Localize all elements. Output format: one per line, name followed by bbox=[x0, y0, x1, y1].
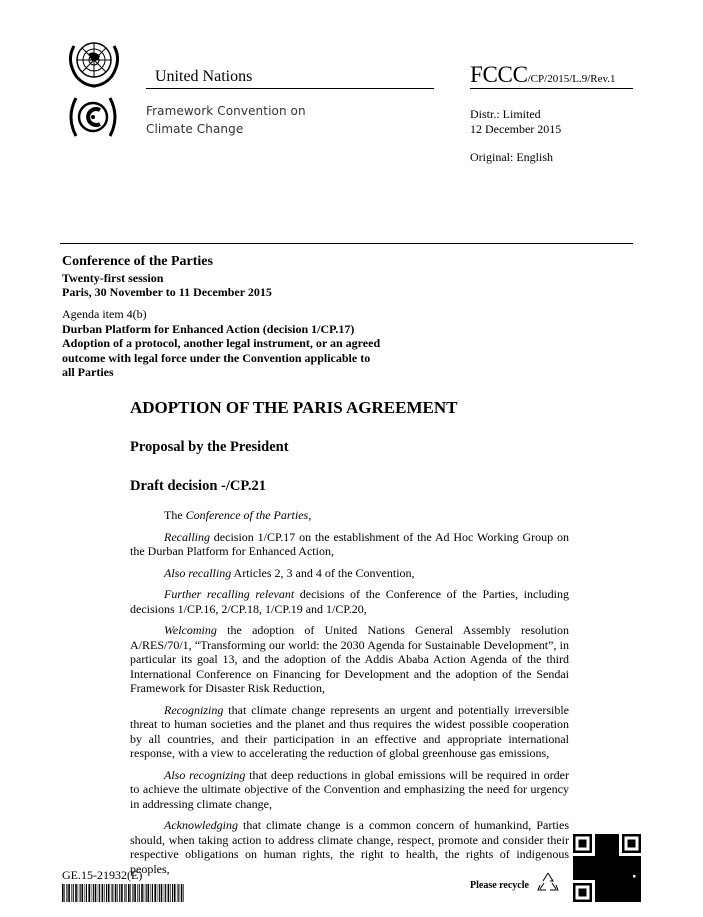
symbol-suffix: /CP/2015/L.9/Rev.1 bbox=[527, 73, 616, 85]
paragraph: Recognizing that climate change represents an urgent and potentially irreversible threat to human societies and the planet and thus requires the widest possible cooperation by all countries, and their participation in an effective and appropriate international response, with a view to accelerating the reduction of global greenhouse gas emissions, bbox=[130, 702, 569, 760]
agenda-item: Agenda item 4(b) bbox=[62, 307, 147, 321]
decision-body bbox=[130, 508, 569, 883]
distribution: Distr.: Limited bbox=[470, 107, 541, 121]
paragraph: Also recognizing that deep reductions in global emissions will be required in order to achieve the ultimate objective of the Convention and emphasizing the need for urgency in addressing climate change, bbox=[130, 767, 569, 811]
conference-title: Conference of the Parties bbox=[62, 254, 213, 269]
original-language: Original: English bbox=[470, 150, 553, 164]
paragraph: Recalling decision 1/CP.17 on the establishment of the Ad Hoc Working Group on the Durban Platform for Enhanced Action, bbox=[130, 529, 569, 558]
unfccc-name bbox=[146, 102, 306, 138]
distribution-info bbox=[470, 107, 561, 137]
organization-name: United Nations bbox=[155, 68, 253, 85]
draft-decision-heading: Draft decision -/CP.21 bbox=[130, 478, 266, 494]
paragraph: Further recalling relevant decisions of the Conference of the Parties, including decisions 1/CP.16, 2/CP.18, 1/CP.19 and 1/CP.20, bbox=[130, 587, 569, 616]
paragraph: Also recalling Articles 2, 3 and 4 of the Convention, bbox=[164, 565, 415, 580]
unfccc-name-line-1: Framework Convention on bbox=[146, 104, 306, 118]
paragraph: Welcoming the adoption of United Nations General Assembly resolution A/RES/70/1, “Transforming our world: the 2030 Agenda for Sustainable Development”, in particular its goal 13, and the adoption of the Addis Ababa Action Agenda of the third International Conference on Financing for Development and the adoption of the Sendai Framework for Disaster Risk Reduction, bbox=[130, 623, 569, 695]
unfccc-logo bbox=[62, 92, 124, 142]
un-emblem-logo bbox=[60, 36, 124, 92]
unfccc-name-line-2: Climate Change bbox=[146, 122, 244, 136]
session-info bbox=[62, 271, 272, 299]
symbol-main: FCCC bbox=[470, 62, 528, 87]
place-dates: Paris, 30 November to 11 December 2015 bbox=[62, 285, 272, 299]
document-number: GE.15-21932(E) bbox=[62, 868, 143, 882]
session: Twenty-first session bbox=[62, 271, 164, 285]
paragraph: Acknowledging that climate change is a common concern of humankind, Parties should, when taking action to address climate change, respect, promote and consider their respective obligations on human rights, the right to health, the rights of indigenous peoples, bbox=[130, 818, 569, 876]
recycle-note: Please recycle bbox=[470, 880, 529, 891]
qr-code bbox=[573, 834, 641, 902]
issue-date: 12 December 2015 bbox=[470, 122, 562, 136]
proposal-heading: Proposal by the President bbox=[130, 439, 289, 455]
section-divider bbox=[60, 243, 633, 244]
paragraph: The Conference of the Parties, bbox=[164, 508, 312, 522]
header-rule-left bbox=[146, 88, 434, 89]
header-rule-right bbox=[470, 88, 633, 89]
agenda-text: Durban Platform for Enhanced Action (decision 1/CP.17) Adoption of a protocol, another legal instrument, or an agreed outcome with legal force under the Convention applicable to all Parties bbox=[62, 321, 381, 379]
document-title: ADOPTION OF THE PARIS AGREEMENT bbox=[130, 398, 458, 417]
document-symbol bbox=[470, 62, 616, 88]
barcode bbox=[62, 884, 184, 902]
agenda-block bbox=[62, 307, 382, 380]
recycle-icon bbox=[536, 871, 560, 893]
